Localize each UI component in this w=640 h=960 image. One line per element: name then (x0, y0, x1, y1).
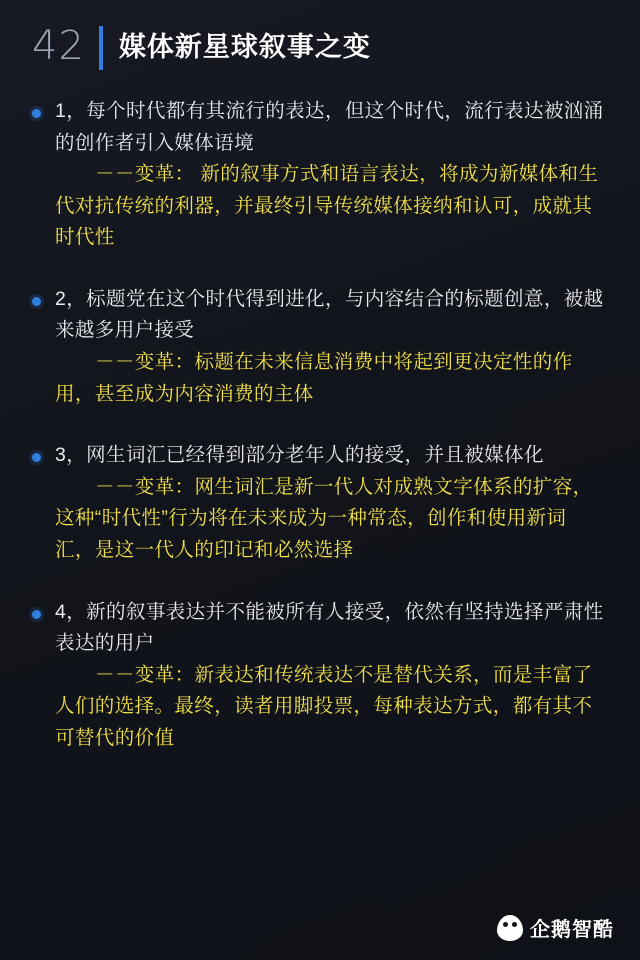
penguin-icon (497, 915, 523, 941)
brand-name: 企鹅智酷 (530, 919, 614, 941)
list-item-highlight-text: －－变革：新表达和传统表达不是替代关系，而是丰富了人们的选择。最终，读者用脚投票，每种表达方式，都有其不可替代的价值 (55, 663, 593, 749)
bullet-icon (32, 453, 41, 462)
list-item-highlight-text: －－变革：标题在未来信息消费中将起到更决定性的作用，甚至成为内容消费的主体 (55, 351, 573, 405)
list-item-main-text: 2，标题党在这个时代得到进化，与内容结合的标题创意，被越来越多用户接受 (55, 287, 604, 342)
list-item-highlight-text: －－变革：网生词汇是新一代人对成熟文字体系的扩容，这种“时代性”行为将在未来成为一种常态，创作和使用新词汇，是这一代人的印记和必然选择 (55, 475, 593, 561)
list-item-main-text: 1，每个时代都有其流行的表达，但这个时代，流行表达被汹涌的创作者引入媒体语境 (55, 100, 604, 154)
list-item-main-text: 3，网生词汇已经得到部分老年人的接受，并且被媒体化 (55, 444, 544, 467)
page-number: 42 (32, 23, 85, 69)
list-item-body (55, 96, 606, 254)
header-divider (99, 26, 103, 70)
bullet-icon (32, 610, 41, 619)
content-list (26, 96, 610, 754)
list-item-body (55, 440, 606, 566)
list-item-body (55, 597, 606, 755)
page-title: 媒体新星球叙事之变 (118, 32, 371, 63)
bullet-icon (32, 297, 41, 306)
list-item (28, 597, 606, 755)
list-item (28, 284, 606, 410)
slide-header (26, 23, 610, 70)
list-item-body (55, 284, 606, 410)
list-item (28, 440, 606, 566)
list-item-main-text: 4，新的叙事表达并不能被所有人接受，依然有坚持选择严肃性表达的用户 (55, 600, 604, 655)
bullet-icon (32, 109, 41, 118)
list-item-highlight-text: －－变革： 新的叙事方式和语言表达，将成为新媒体和生代对抗传统的利器，并最终引导传统媒体接纳和认可，成就其时代性 (55, 163, 599, 249)
brand-logo (497, 913, 614, 942)
list-item (28, 96, 606, 254)
